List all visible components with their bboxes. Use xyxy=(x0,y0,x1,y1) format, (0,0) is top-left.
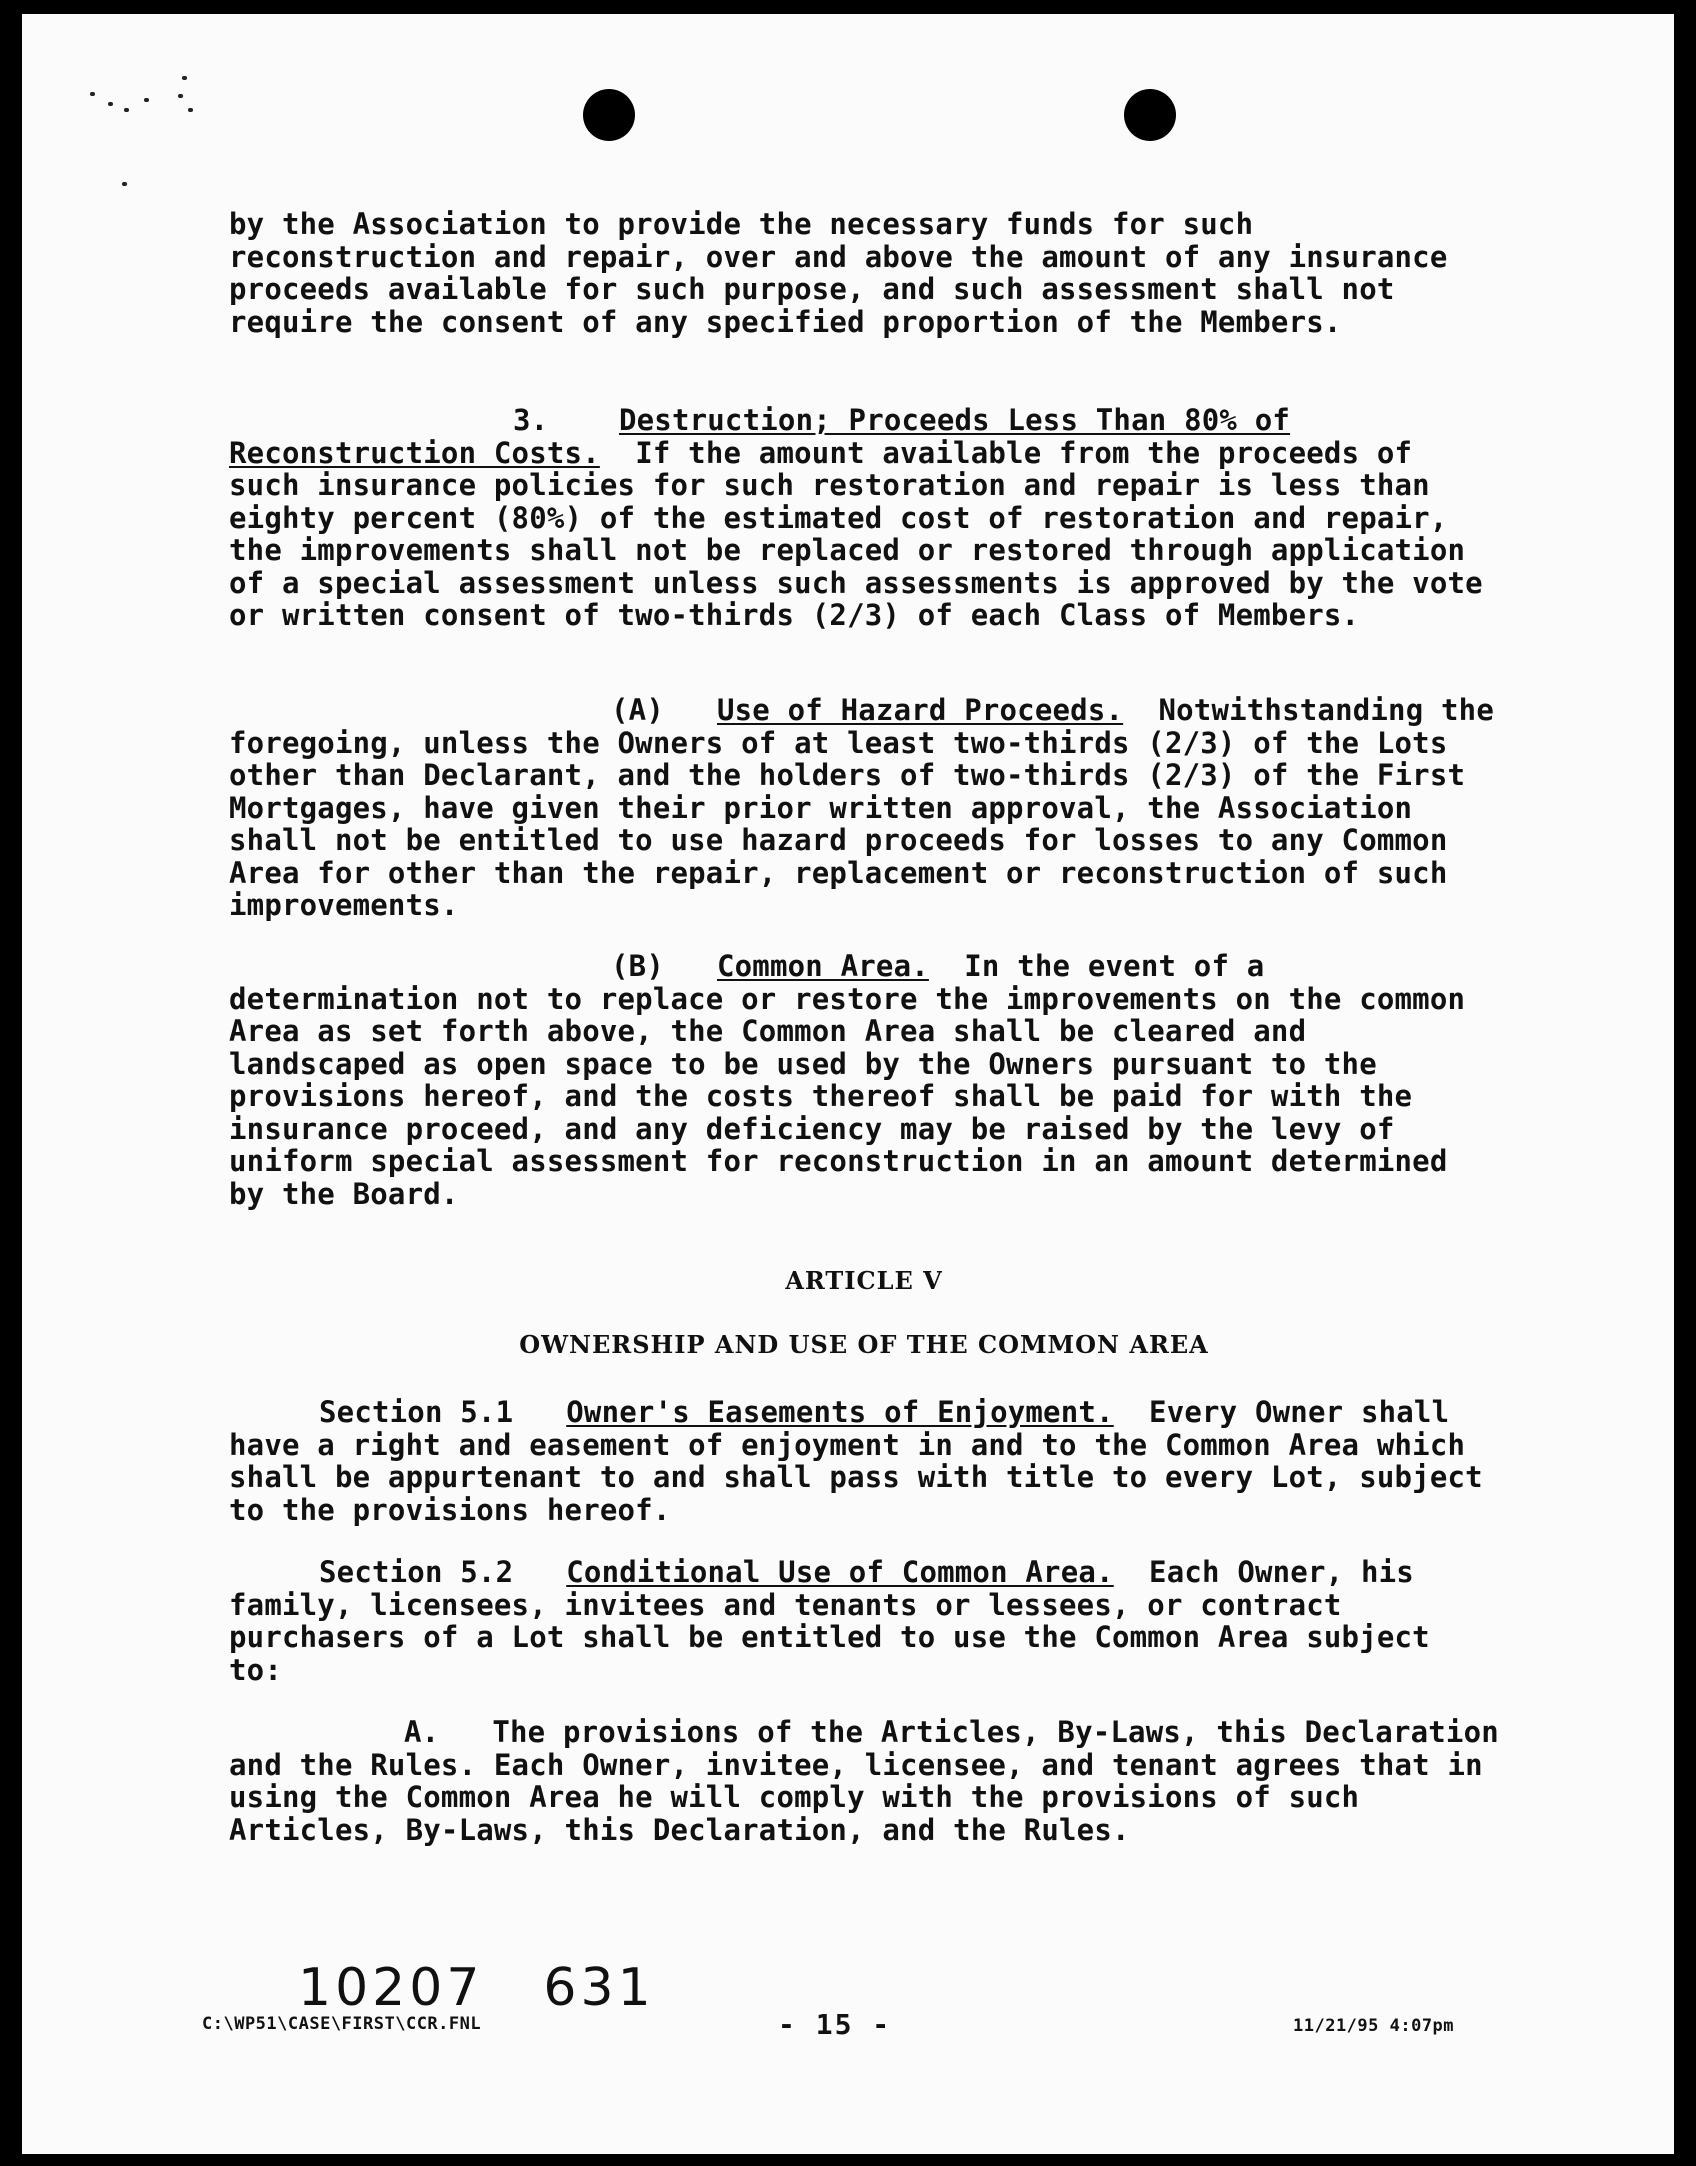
subparagraph-label: (A) xyxy=(611,693,664,727)
subparagraph-heading: Use of Hazard Proceeds. xyxy=(716,693,1124,727)
paragraph-hazard-proceeds xyxy=(229,694,1499,922)
subparagraph-body: In the event of a determination not to replace or restore the improvements on the common Area as set forth above, the Common Area shall be cleared and landscaped as open space to be used by the Owners pursuant to the provisions hereof, and the costs thereof shall be paid for with the insurance proceed, and any deficiency may be raised by the levy of uniform special assessment for reconstruction in an amount determined by the Board. xyxy=(229,949,1466,1211)
paragraph-number: 3. xyxy=(513,403,549,437)
item-label: A. xyxy=(404,1715,440,1749)
footer-page-number: - 15 - xyxy=(778,2008,892,2041)
section-body: Every Owner shall have a right and easement of enjoyment in and to the Common Area which shall be appurtenant to and shall pass with title to every Lot, subject to the provisions hereof. xyxy=(229,1395,1483,1527)
scan-specks xyxy=(80,70,230,200)
paragraph-heading: Destruction; Proceeds Less Than 80% of Reconstruction Costs. xyxy=(229,403,1291,470)
stamp-page-number: 631 xyxy=(543,1958,655,2018)
section-heading: Owner's Easements of Enjoyment. xyxy=(566,1395,1114,1429)
subparagraph-heading: Common Area. xyxy=(716,949,929,983)
punch-hole-right xyxy=(1124,89,1176,141)
section-heading: Conditional Use of Common Area. xyxy=(566,1555,1114,1589)
section-body: Each Owner, his family, licensees, invitees and tenants or lessees, or contract purchasers of a Lot shall be entitled to use the Common Area subject to: xyxy=(229,1555,1430,1687)
recording-stamp xyxy=(298,1958,655,2018)
section-label: Section 5.2 xyxy=(319,1555,514,1589)
item-body: The provisions of the Articles, By-Laws, this Declaration and the Rules. Each Owner, invitee, licensee, and tenant agrees that in using the Common Area he will comply with the provisions of such Articles, By-Laws, this Declaration, and the Rules. xyxy=(229,1715,1499,1847)
paragraph-common-area xyxy=(229,950,1499,1210)
article-title: OWNERSHIP AND USE OF THE COMMON AREA xyxy=(519,1330,1209,1359)
section-label: Section 5.1 xyxy=(319,1395,514,1429)
paragraph-destruction xyxy=(229,404,1499,632)
stamp-book-number: 10207 xyxy=(298,1958,484,2018)
footer-date-time: 11/21/95 4:07pm xyxy=(1293,2016,1455,2036)
punch-hole-left xyxy=(583,89,635,141)
footer-file-path: C:\WP51\CASE\FIRST\CCR.FNL xyxy=(202,2014,482,2034)
section-5-2 xyxy=(229,1556,1499,1686)
subparagraph-label: (B) xyxy=(611,949,664,983)
paragraph-funds: by the Association to provide the necessary funds for such reconstruction and repair, over and above the amount of any insurance proceeds available for such purpose, and such assessment shall not require the consent of any specified proportion of the Members. xyxy=(229,207,1448,339)
subparagraph-body: Notwithstanding the foregoing, unless the Owners of at least two-thirds (2/3) of the Lots other than Declarant, and the holders of two-thirds (2/3) of the First Mortgages, have given their prior written approval, the Association shall not be entitled to use hazard proceeds for losses to any Common Area for other than the repair, replacement or reconstruction of such improvements. xyxy=(229,693,1494,922)
section-item-a xyxy=(229,1716,1499,1846)
section-5-1 xyxy=(229,1396,1499,1526)
article-number: ARTICLE V xyxy=(785,1266,943,1295)
paragraph-body: If the amount available from the proceeds of such insurance policies for such restoration and repair is less than eighty percent (80%) of the estimated cost of restoration and repair, the improvements shall not be replaced or restored through application of a special assessment unless such assessments is approved by the vote or written consent of two-thirds (2/3) of each Class of Members. xyxy=(229,435,1483,632)
